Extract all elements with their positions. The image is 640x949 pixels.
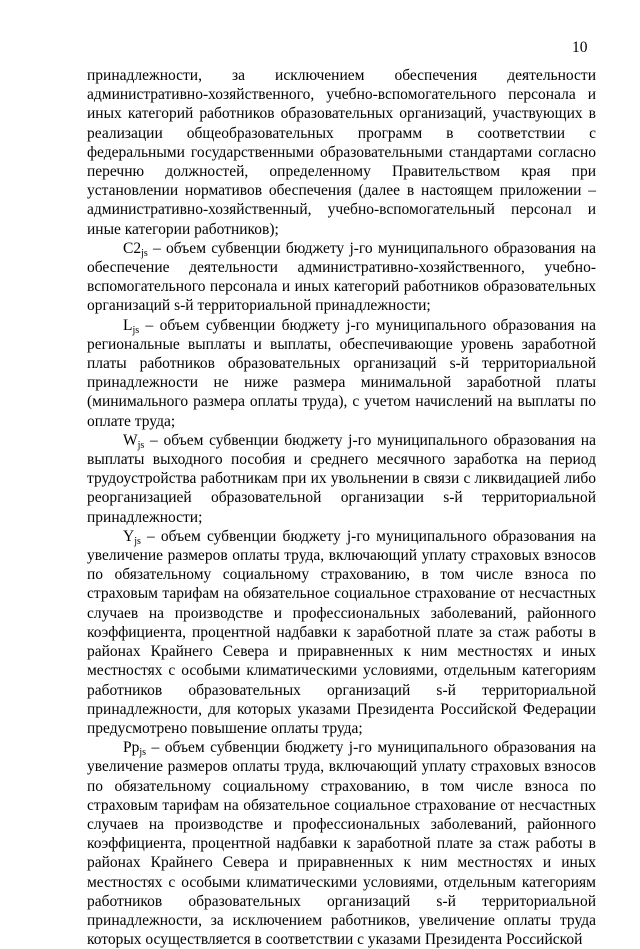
- symbol-yjs: [123, 528, 141, 545]
- paragraph-wjs-definition: [87, 431, 596, 527]
- symbol-base: L: [123, 316, 133, 334]
- symbol-base: C2: [123, 239, 142, 257]
- definition-text: – объем субвенции бюджету j-го муниципального образования на обеспечение деятельности административно-хозяйственного, учебно-вспомогательного персонала и иных категорий работников образовательных организаций s-й территориальной принадлежности;: [87, 239, 596, 315]
- symbol-subscript: js: [134, 535, 141, 547]
- definition-text: – объем субвенции бюджету j-го муниципального образования на увеличение размеров оплаты труда, включающий уплату страховых взносов по обязательному социальному страхованию, в том числе взноса по страховым тарифам на обязательное социальное страхование от несчастных случаев на производстве и профессиональных заболеваний, районного коэффициента, процентной надбавки к заработной плате за стаж работы в районах Крайнего Севера и приравненных к ним местностях и иных местностях с особыми климатическими условиями, отдельным категориям работников образовательных организаций s-й территориальной принадлежности, за исключением работников, увеличение оплаты труда которых осуществляется в соответствии с указами Президента Российской: [87, 739, 596, 949]
- symbol-ppjs: [123, 739, 147, 759]
- page-number: 10: [572, 39, 588, 56]
- definition-text: – объем субвенции бюджету j-го муниципального образования на выплаты выходного пособия и среднего месячного заработка на период трудоустройства работникам при их увольнении в связи с ликвидацией либо реорганизацией образовательной организации s-й территориальной принадлежности;: [87, 431, 596, 526]
- paragraph-yjs-definition: [87, 527, 596, 738]
- symbol-ljs: [123, 317, 139, 334]
- symbol-subscript: js: [132, 324, 140, 336]
- definition-text: – объем субвенции бюджету j-го муниципального образования на увеличение размеров оплаты труда, включающий уплату страховых взносов по обязательному социальному страхованию, в том числе взноса по страховым тарифам на обязательное социальное страхование от несчастных случаев на производстве и профессиональных заболеваний, районного коэффициента, процентной надбавки к заработной плате за стаж работы в районах Крайнего Севера и приравненных к ним местностях и иных местностях с особыми климатическими условиями, отдельным категориям работников образовательных организаций s-й территориальной принадлежности, для которых указами Президента Российской Федерации предусмотрено повышение оплаты труда;: [87, 527, 596, 737]
- document-body: [87, 66, 596, 949]
- paragraph-ppjs-definition: [87, 738, 596, 949]
- symbol-base: W: [123, 431, 138, 449]
- symbol-c2js: [123, 240, 148, 257]
- symbol-subscript: js: [139, 747, 147, 759]
- paragraph-continuation: принадлежности, за исключением обеспечения деятельности административно-хозяйственного, учебно-вспомогательного персонала и иных категорий работников образовательных организаций, участвующих в реализации общеобразовательных программ в соответствии с федеральными государственными образовательными стандартами согласно перечню должностей, определенному Правительством края при установлении нормативов обеспечения (далее в настоящем приложении – административно-хозяйственный, учебно-вспомогательный персонал и иные категории работников);: [87, 67, 596, 238]
- symbol-subscript: js: [137, 439, 145, 451]
- definition-text: – объем субвенции бюджету j-го муниципального образования на региональные выплаты и выплаты, обеспечивающие уровень заработной платы работников образовательных организаций s-й территориальной принадлежности не ниже размера минимальной заработной платы (минимального размера оплаты труда), с учетом начислений на выплаты по оплате труда;: [87, 316, 596, 430]
- symbol-subscript: js: [141, 247, 148, 259]
- symbol-base: Pp: [123, 739, 140, 757]
- paragraph-c2js-definition: [87, 239, 596, 316]
- paragraph-ljs-definition: [87, 316, 596, 431]
- symbol-base: Y: [123, 527, 135, 545]
- symbol-wjs: [123, 432, 144, 449]
